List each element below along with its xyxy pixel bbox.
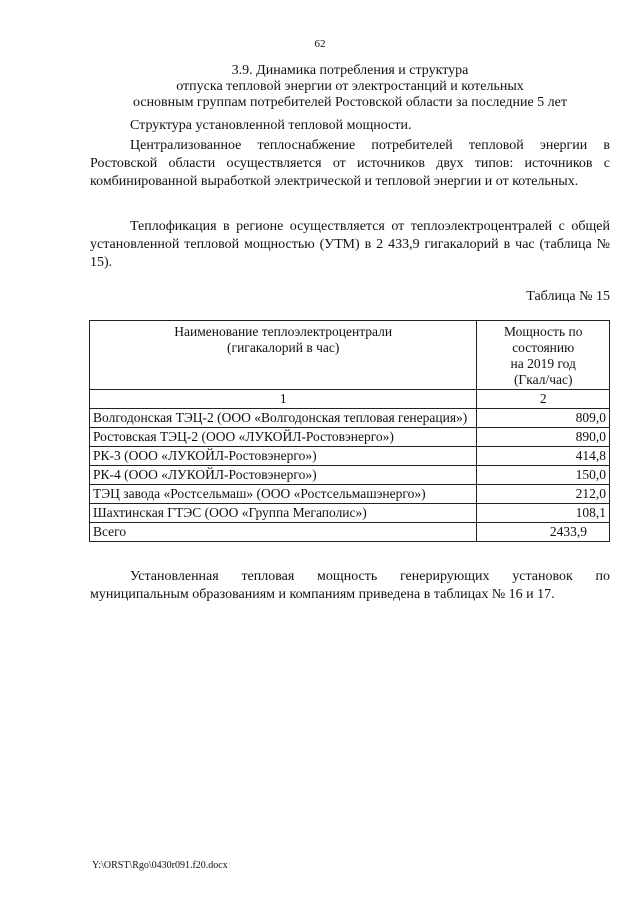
capacity-table <box>89 320 610 542</box>
section-heading <box>90 63 610 111</box>
table-caption: Таблица № 15 <box>526 289 610 304</box>
header-capacity-line-3: на 2019 год <box>510 356 576 371</box>
header-name-line-1: Наименование теплоэлектроцентрали <box>174 324 393 339</box>
station-name: Волгодонская ТЭЦ-2 (ООО «Волгодонская тепловая генерация») <box>90 409 477 428</box>
table-header-row <box>90 321 610 390</box>
heading-line-2: отпуска тепловой энергии от электростанций и котельных <box>176 79 524 94</box>
column-number-2: 2 <box>477 390 610 409</box>
station-name: ТЭЦ завода «Ростсельмаш» (ООО «Ростсельмашэнерго») <box>90 485 477 504</box>
table-total-row <box>90 523 610 542</box>
column-number-1: 1 <box>90 390 477 409</box>
heading-line-3: основным группам потребителей Ростовской области за последние 5 лет <box>133 95 567 110</box>
total-capacity: 2433,9 <box>477 523 610 542</box>
page-number: 62 <box>314 38 326 50</box>
station-capacity: 414,8 <box>477 447 610 466</box>
paragraph-cogeneration: Теплофикация в регионе осуществляется от теплоэлектроцентралей с общей установленной тепловой мощностью (УТМ) в 2 433,9 гигакалорий в час (таблица № 15). <box>90 219 610 270</box>
paragraph-structure: Структура установленной тепловой мощности. <box>130 118 412 133</box>
station-name: РК-4 (ООО «ЛУКОЙЛ-Ростовэнерго») <box>90 466 477 485</box>
header-name-line-2: (гигакалорий в час) <box>227 340 340 355</box>
station-name: РК-3 (ООО «ЛУКОЙЛ-Ростовэнерго») <box>90 447 477 466</box>
header-name-cell <box>90 321 477 390</box>
table-row <box>90 447 610 466</box>
station-name: Ростовская ТЭЦ-2 (ООО «ЛУКОЙЛ-Ростовэнерго») <box>90 428 477 447</box>
total-label: Всего <box>90 523 477 542</box>
closing-paragraph: Установленная тепловая мощность генерирующих установок по муниципальным образованиям и компаниям приведена в таблицах № 16 и 17. <box>90 569 610 602</box>
header-capacity-line-2: состоянию <box>512 340 575 355</box>
heading-line-1: 3.9. Динамика потребления и структура <box>231 63 469 78</box>
table-row <box>90 485 610 504</box>
table-row <box>90 466 610 485</box>
header-capacity-line-1: Мощность по <box>503 324 583 339</box>
footer-file-path: Y:\ORST\Rgo\0430r091.f20.docx <box>92 860 228 871</box>
table-row <box>90 428 610 447</box>
station-capacity: 809,0 <box>477 409 610 428</box>
station-capacity: 108,1 <box>477 504 610 523</box>
station-capacity: 150,0 <box>477 466 610 485</box>
table-row <box>90 409 610 428</box>
header-capacity-line-4: (Гкал/час) <box>513 372 573 387</box>
station-capacity: 212,0 <box>477 485 610 504</box>
header-capacity-cell <box>477 321 610 390</box>
column-number-row <box>90 390 610 409</box>
station-capacity: 890,0 <box>477 428 610 447</box>
paragraph-heat-supply: Централизованное теплоснабжение потребителей тепловой энергии в Ростовской области осуществляется от источников двух типов: источников с комбинированной выработкой электрической и тепловой энергии и от котельных. <box>90 138 610 189</box>
station-name: Шахтинская ГТЭС (ООО «Группа Мегаполис») <box>90 504 477 523</box>
table-row <box>90 504 610 523</box>
